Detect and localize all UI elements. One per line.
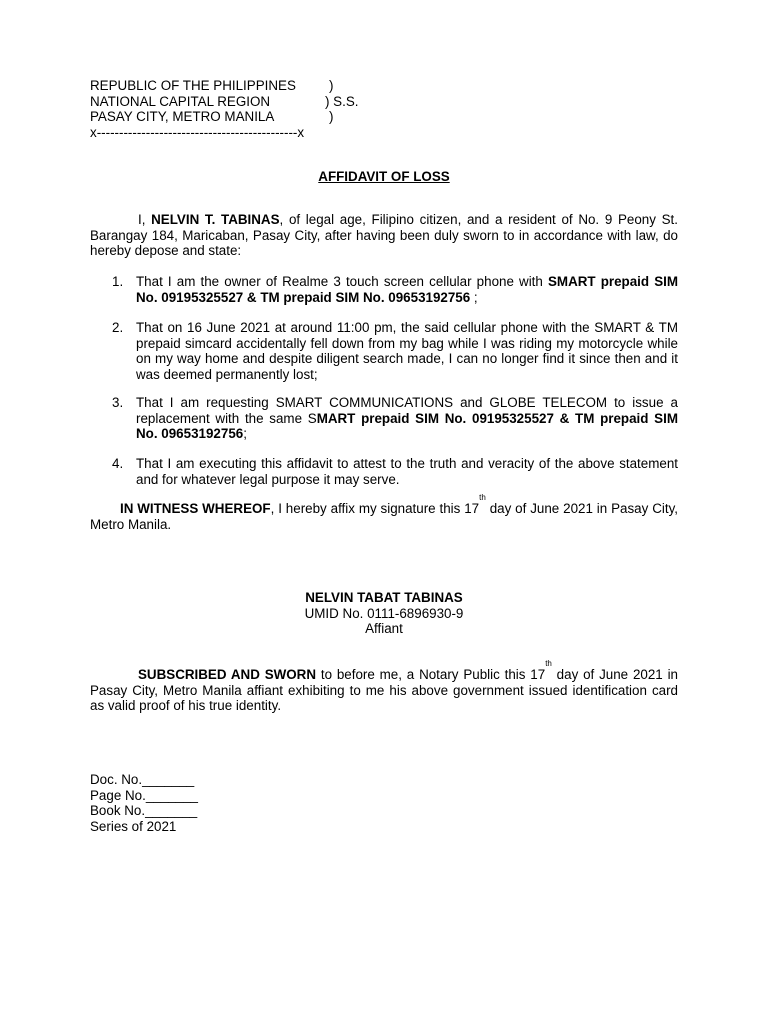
witness-text-end: day of June 2021 in Pasay City, Metro Manila.	[90, 501, 678, 532]
jurat-text-end: day of June 2021 in Pasay City, Metro Manila affiant exhibiting to me his above government issued identification card as valid proof of his true identity.	[90, 667, 678, 713]
jurat-ordinal: th	[545, 659, 552, 668]
list-item-number: 1.	[112, 274, 124, 289]
witness-bold: IN WITNESS WHEREOF	[120, 501, 271, 516]
list-item	[90, 320, 678, 382]
list-item	[90, 456, 678, 487]
jurat-paragraph	[90, 659, 678, 714]
venue-paren-1: )	[329, 78, 334, 93]
witness-ordinal: th	[479, 493, 486, 502]
signature-block	[0, 590, 768, 637]
list-item-bold: MART prepaid SIM No. 09195325527 & TM prepaid SIM No. 09653192756	[136, 410, 678, 441]
document-title: AFFIDAVIT OF LOSS	[318, 169, 450, 184]
book-number: Book No._______	[90, 803, 198, 818]
list-item-number: 4.	[112, 456, 124, 471]
witness-text: , I hereby affix my signature this 17	[270, 501, 480, 516]
venue-rule: x---------------------------------------------x	[90, 124, 305, 140]
series-year: Series of 2021	[90, 818, 177, 834]
affiant-name-bold: NELVIN T. TABINAS	[151, 212, 280, 227]
jurat-text: to before me, a Notary Public this 17	[316, 667, 546, 682]
list-item	[90, 274, 678, 305]
list-item-number: 3.	[112, 395, 124, 410]
list-item-end: ;	[243, 426, 247, 441]
witness-paragraph	[90, 493, 678, 532]
list-item-text: That on 16 June 2021 at around 11:00 pm, the said cellular phone with the SMART & TM prepaid simcard accidentally fell down from my bag while I was riding my motorcycle while on my way home and despite diligent search made, I can no longer find it since then and it was deemed permanently lost;	[136, 320, 678, 382]
venue-line-3	[90, 109, 334, 125]
list-item-number: 2.	[112, 320, 124, 335]
list-item-text: That I am requesting SMART COMMUNICATIONS and GLOBE TELECOM to issue a replacement with the same S	[136, 395, 678, 426]
signatory-name: NELVIN TABAT TABINAS	[305, 590, 463, 605]
list-item-bold: SMART prepaid SIM No. 09195325527 & TM prepaid SIM No. 09653192756	[136, 274, 679, 305]
signatory-id: UMID No. 0111-6896930-9	[304, 605, 464, 621]
venue-paren-3: )	[329, 109, 334, 124]
intro-prefix: I,	[138, 212, 152, 227]
venue-line-2	[90, 93, 359, 110]
notary-register	[90, 772, 198, 834]
venue-republic: REPUBLIC OF THE PHILIPPINES	[90, 78, 296, 93]
list-item-end: ;	[470, 289, 478, 305]
list-item-text: That I am the owner of Realme 3 touch screen cellular phone with	[136, 274, 548, 289]
list-item	[90, 395, 678, 442]
venue-block	[90, 78, 359, 140]
signatory-role: Affiant	[365, 621, 403, 636]
venue-city: PASAY CITY, METRO MANILA	[90, 109, 275, 124]
list-item-text: That I am executing this affidavit to attest to the truth and veracity of the above statement and for whatever legal purpose it may serve.	[136, 456, 678, 487]
intro-paragraph	[90, 212, 678, 259]
venue-ss: ) S.S.	[325, 93, 359, 109]
doc-number: Doc. No._______	[90, 772, 195, 787]
page-number: Page No._______	[90, 787, 198, 803]
venue-region: NATIONAL CAPITAL REGION	[90, 93, 271, 109]
intro-text: , of legal age, Filipino citizen, and a resident of No. 9 Peony St. Barangay 184, Maricaban, Pasay City, after having been duly sworn to in accordance with law, do hereby depose and state:	[90, 212, 678, 258]
jurat-bold: SUBSCRIBED AND SWORN	[138, 667, 317, 682]
venue-line-1	[90, 78, 334, 94]
